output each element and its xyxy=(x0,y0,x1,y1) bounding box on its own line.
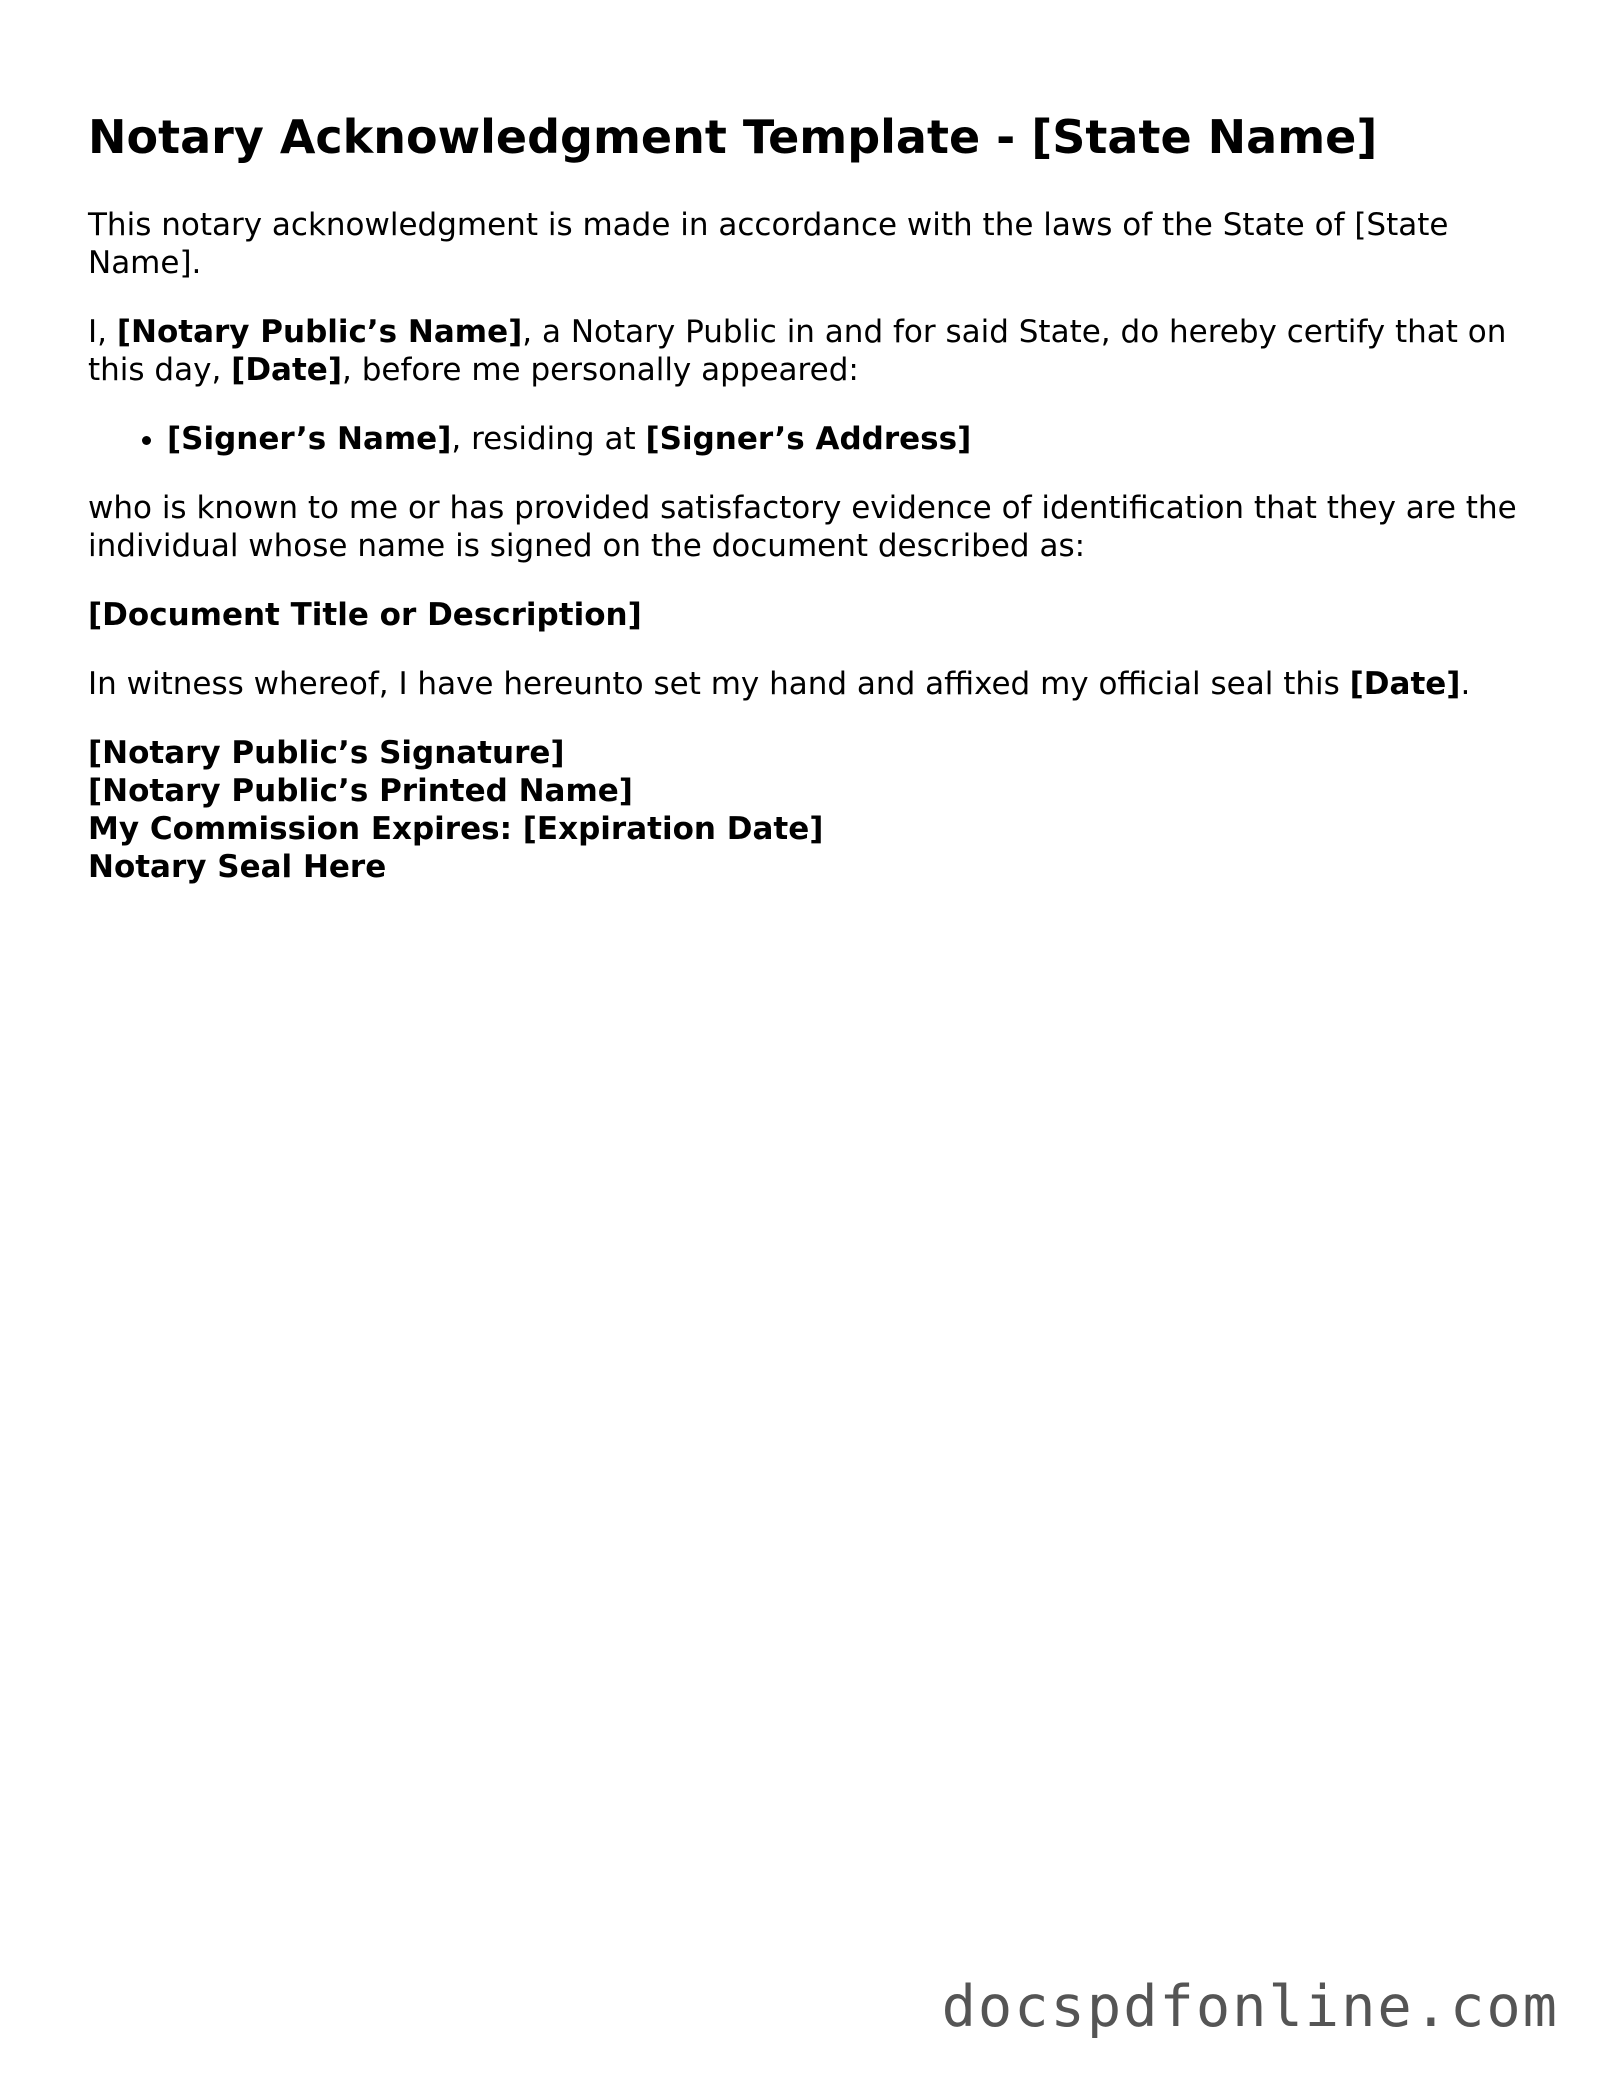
witness-text: In witness whereof, I have hereunto set my hand and affixed my official seal this xyxy=(88,666,1350,702)
witness-date-placeholder: [Date] xyxy=(1349,666,1461,702)
certify-paragraph xyxy=(88,313,1518,389)
signer-address-placeholder: [Signer’s Address] xyxy=(645,421,972,457)
document-page xyxy=(88,108,1518,886)
witness-suffix: . xyxy=(1460,666,1471,702)
certify-suffix: , before me personally appeared: xyxy=(342,352,859,388)
notary-seal-line: Notary Seal Here xyxy=(88,849,387,885)
watermark-text: docspdfonline.com xyxy=(941,1974,1559,2040)
certify-prefix: I, xyxy=(88,314,117,350)
witness-paragraph xyxy=(88,665,1518,703)
date-placeholder: [Date] xyxy=(231,352,342,388)
evidence-paragraph: who is known to me or has provided satisfactory evidence of identification that they are the individual whose name is signed on the document described as: xyxy=(88,490,1517,564)
signer-middle: , residing at xyxy=(451,421,646,457)
notary-printed-name-line: [Notary Public’s Printed Name] xyxy=(88,773,633,809)
signer-name-placeholder: [Signer’s Name] xyxy=(167,421,452,457)
signature-block xyxy=(88,734,1518,886)
certify-middle: , a Notary Public in and for said State, do hereby certify that on this day, xyxy=(88,314,1507,388)
notary-name-placeholder: [Notary Public’s Name] xyxy=(116,314,523,350)
document-title: Notary Acknowledgment Template - [State Name] xyxy=(88,110,1378,164)
list-item xyxy=(167,420,1518,458)
document-title-placeholder: [Document Title or Description] xyxy=(88,597,642,633)
commission-expires-line: My Commission Expires: [Expiration Date] xyxy=(88,811,824,847)
notary-signature-line: [Notary Public’s Signature] xyxy=(88,735,565,771)
signer-list xyxy=(88,420,1518,458)
document-description xyxy=(88,596,1518,634)
intro-paragraph: This notary acknowledgment is made in accordance with the laws of the State of [State Name]. xyxy=(88,207,1449,281)
